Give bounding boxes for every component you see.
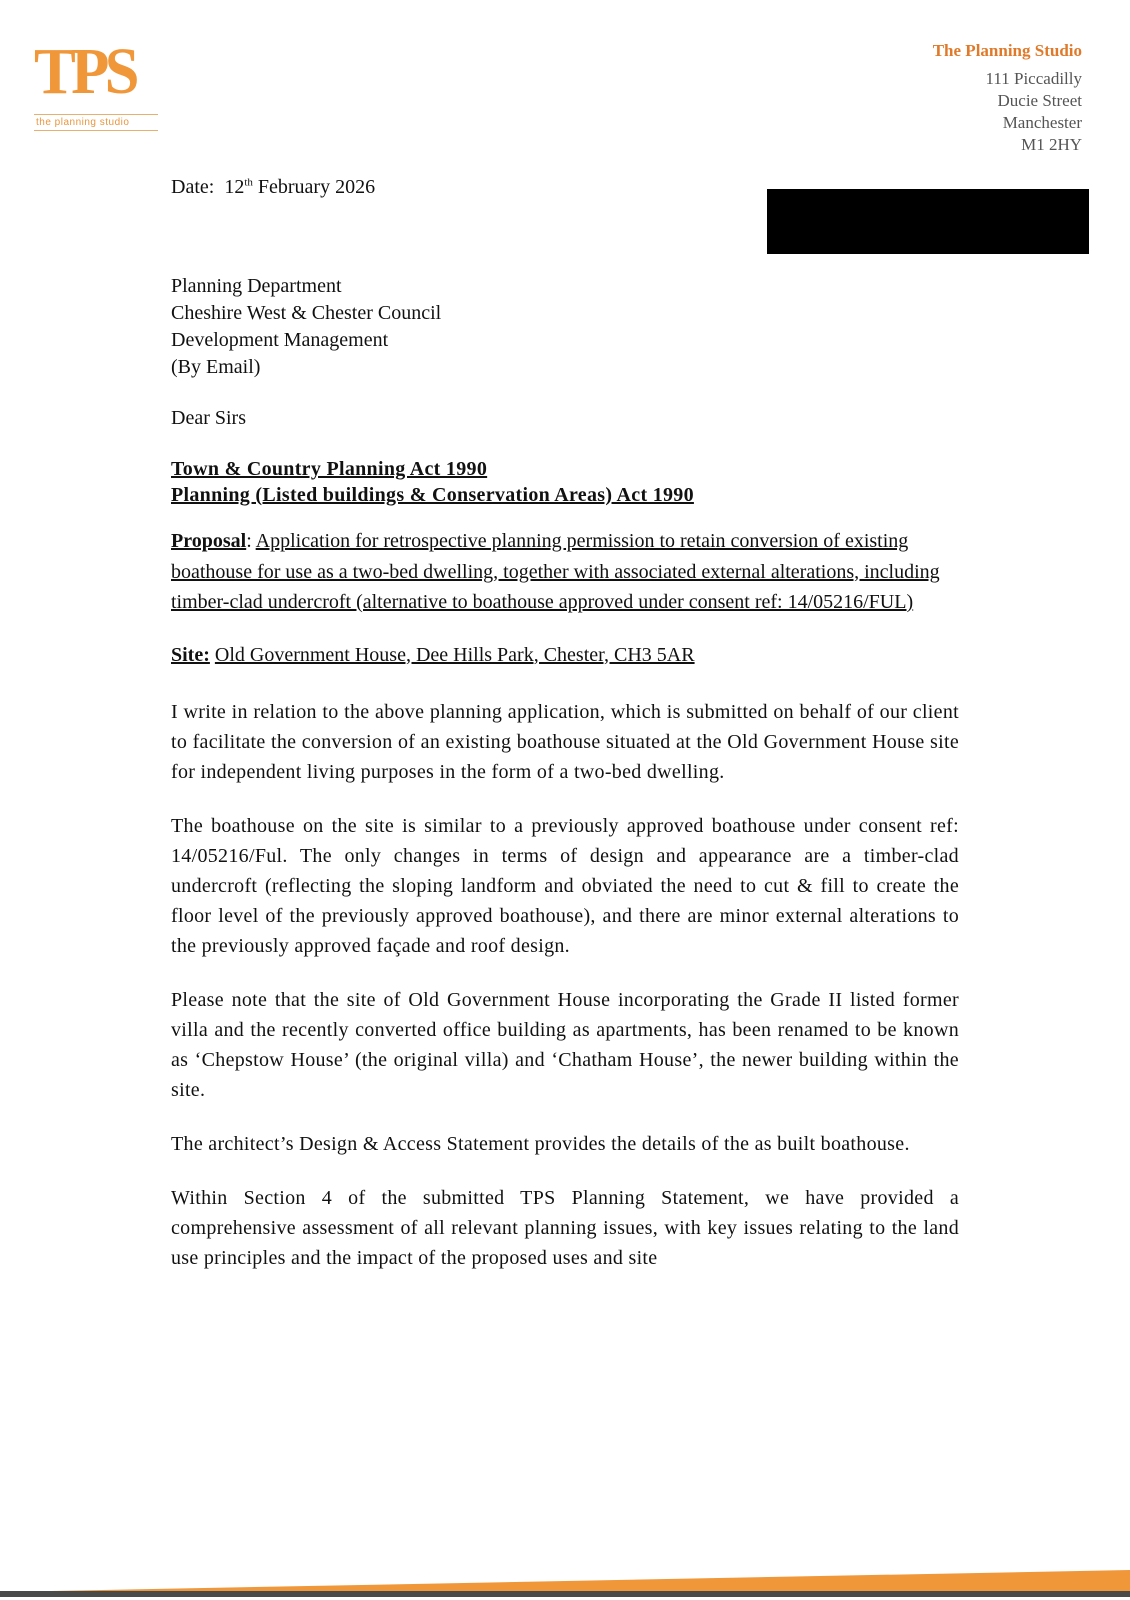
paragraph: The architect’s Design & Access Statement provides the details of the as built boathouse. [171, 1132, 910, 1155]
site-text: Old Government House, Dee Hills Park, Chester, CH3 5AR [214, 643, 695, 666]
address-line: Manchester [1002, 113, 1082, 132]
site-label: Site: [171, 643, 210, 666]
address-line: Ducie Street [997, 91, 1082, 110]
footer-swoosh [0, 1560, 1130, 1600]
proposal: Proposal: Application for retrospective planning permission to retain conversion of existing boathouse for use as a two-bed dwelling, together with associated external alterations, including timber-clad undercroft (alternative to boathouse approved under consent ref: 14/05216/FUL) [171, 530, 940, 613]
acts-heading [171, 456, 959, 508]
date-label: Date: [171, 176, 215, 198]
letter-body [171, 273, 959, 1273]
recipient-line: Cheshire West & Chester Council [171, 302, 442, 324]
recipient-line: (By Email) [171, 356, 261, 378]
proposal-text: Application for retrospective planning permission to retain conversion of existing boathouse for use as a two-bed dwelling, together with associated external alterations, including timber-clad undercroft (alternative to boathouse approved under consent ref: 14/05216/FUL) [171, 530, 940, 613]
redaction-block [767, 189, 1089, 254]
paragraph: Please note that the site of Old Government House incorporating the Grade II listed former villa and the recently converted office building as apartments, has been renamed to be known as ‘Chepstow House’ (the original villa) and ‘Chatham House’, the newer building within the site. [171, 988, 959, 1101]
paragraph: Within Section 4 of the submitted TPS Planning Statement, we have provided a comprehensive assessment of all relevant planning issues, with key issues relating to the land use principles and the impact of the proposed uses and site [171, 1186, 959, 1269]
recipient-block [171, 273, 959, 381]
logo-mark: TPS [34, 35, 135, 108]
sender-firm: The Planning Studio [932, 41, 1082, 60]
recipient-line: Planning Department [171, 275, 342, 297]
tps-logo [34, 36, 158, 131]
address-line: 111 Piccadilly [985, 69, 1082, 88]
logo-tagline: the planning studio [34, 114, 158, 131]
paragraph: The boathouse on the site is similar to a previously approved boathouse under consent ref: 14/05216/Ful. The only changes in terms of design and appearance are a timber-clad undercroft (reflecting the sloping landform and obviated the need to cut & fill to create the floor level of the previously approved boathouse), and there are minor external alterations to the previously approved façade and roof design. [171, 814, 959, 957]
act-title: Planning (Listed buildings & Conservation Areas) Act 1990 [171, 484, 694, 506]
paragraph: I write in relation to the above planning application, which is submitted on behalf of our client to facilitate the conversion of an existing boathouse situated at the Old Government House site for independent living purposes in the form of a two-bed dwelling. [171, 700, 959, 783]
act-title: Town & Country Planning Act 1990 [171, 458, 488, 480]
date-suffix: th [244, 176, 253, 189]
recipient-line: Development Management [171, 329, 389, 351]
letter-date [171, 174, 375, 200]
salutation: Dear Sirs [171, 407, 246, 429]
proposal-label: Proposal [171, 530, 247, 552]
site [171, 641, 959, 669]
date-day: 12 [224, 176, 245, 198]
address-line: M1 2HY [1021, 135, 1082, 154]
date-rest: February 2026 [257, 176, 376, 198]
sender-address [933, 40, 1082, 156]
